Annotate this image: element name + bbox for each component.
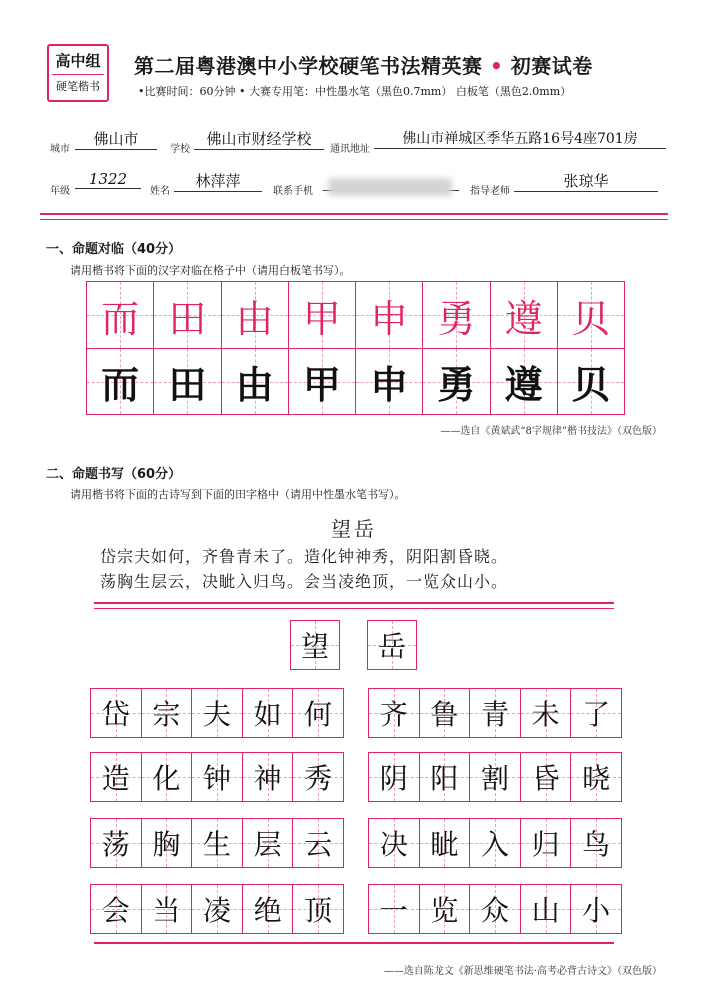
writing-cell	[368, 884, 420, 934]
copy-cell	[422, 348, 490, 415]
copy-cell-char: 甲	[302, 362, 341, 407]
writing-cell-char: 齐	[379, 698, 408, 731]
writing-cell	[570, 688, 622, 738]
copy-cell-char: 由	[235, 362, 274, 407]
writing-cell-char: 神	[253, 762, 282, 795]
copy-cell-char: 田	[168, 362, 207, 407]
section2-instruction: 请用楷书将下面的古诗写到下面的田字格中（请用中性墨水笔书写）。	[70, 488, 406, 501]
writing-cell-char: 览	[430, 894, 459, 927]
writing-cell	[419, 688, 471, 738]
teacher-field[interactable]: 张琼华	[514, 170, 658, 192]
city-field[interactable]: 佛山市	[75, 128, 157, 150]
section1-title: 一、命题对临（40分）	[46, 242, 182, 257]
title-tail: 初赛试卷	[510, 54, 593, 78]
section1-instruction: 请用楷书将下面的汉字对临在格子中（请用白板笔书写）。	[70, 264, 351, 277]
model-cell-char: 由	[235, 296, 274, 341]
writing-cell	[141, 688, 193, 738]
writing-cell	[368, 818, 420, 868]
writing-cell-char: 了	[582, 698, 611, 731]
writing-cell	[520, 688, 572, 738]
writing-cell-char: 昏	[531, 762, 560, 795]
writing-cell	[90, 884, 142, 934]
address-field[interactable]: 佛山市禅城区季华五路16号4座701房	[374, 128, 666, 149]
poem-line-2: 荡胸生层云，决眦入归鸟。会当凌绝顶，一览众山小。	[100, 572, 509, 591]
writing-cell	[191, 884, 243, 934]
writing-cell	[141, 884, 193, 934]
model-cell-char: 勇	[437, 296, 476, 341]
poem-title-cell-char: 岳	[377, 630, 406, 663]
model-cell	[422, 281, 490, 349]
model-cell	[557, 281, 625, 349]
name-label: 姓名	[150, 186, 170, 197]
writing-cell-char: 鸟	[582, 828, 611, 861]
city-label: 城市	[50, 144, 70, 155]
divider-poem	[94, 602, 614, 604]
writing-cell-char: 生	[202, 828, 231, 861]
model-cell	[355, 281, 423, 349]
writing-cell	[469, 752, 521, 802]
school-field[interactable]: 佛山市财经学校	[194, 128, 324, 150]
writing-cell	[520, 884, 572, 934]
writing-cell	[191, 688, 243, 738]
exam-rules: •比赛时间：60分钟 • 大赛专用笔：中性墨水笔（黑色0.7mm） 白板笔（黑色2.0mm）	[138, 85, 572, 98]
writing-cell	[419, 818, 471, 868]
writing-cell	[90, 688, 142, 738]
section2-title: 二、命题书写（60分）	[46, 467, 182, 482]
writing-cell-char: 决	[379, 828, 408, 861]
address-label: 通讯地址	[330, 144, 370, 155]
divider-top	[40, 213, 668, 215]
writing-cell-char: 一	[379, 894, 408, 927]
phone-label: 联系手机	[273, 186, 313, 197]
poem-line-1: 岱宗夫如何，齐鲁青未了。造化钟神秀，阴阳割昏晓。	[100, 547, 509, 566]
writing-cell-char: 云	[304, 828, 333, 861]
writing-cell-char: 入	[480, 828, 509, 861]
writing-cell	[469, 688, 521, 738]
writing-cell	[419, 884, 471, 934]
writing-cell-char: 何	[304, 698, 333, 731]
writing-cell	[292, 688, 344, 738]
copy-cell	[221, 348, 289, 415]
writing-cell-char: 胸	[152, 828, 181, 861]
writing-cell-char: 青	[480, 698, 509, 731]
writing-cell	[90, 818, 142, 868]
school-label: 学校	[170, 144, 190, 155]
copy-cell	[557, 348, 625, 415]
writing-cell	[292, 752, 344, 802]
copy-cell-char: 勇	[437, 362, 476, 407]
writing-cell	[292, 884, 344, 934]
copy-cell-char: 申	[370, 362, 409, 407]
writing-cell	[141, 818, 193, 868]
writing-cell-char: 未	[531, 698, 560, 731]
writing-cell-char: 众	[480, 894, 509, 927]
writing-cell-char: 晓	[582, 762, 611, 795]
writing-cell-char: 化	[152, 762, 181, 795]
model-cell	[490, 281, 558, 349]
poem-title-cell-char: 望	[300, 630, 329, 663]
writing-cell-char: 凌	[202, 894, 231, 927]
badge-category: 硬笔楷书	[56, 80, 100, 93]
page-title	[134, 50, 593, 79]
copy-cell	[86, 348, 154, 415]
writing-cell-char: 归	[531, 828, 560, 861]
writing-cell-char: 宗	[152, 698, 181, 731]
writing-cell-char: 夫	[202, 698, 231, 731]
model-cell-char: 而	[101, 296, 140, 341]
writing-cell	[368, 688, 420, 738]
writing-cell-char: 山	[531, 894, 560, 927]
model-cell-char: 贝	[571, 296, 610, 341]
writing-cell	[469, 884, 521, 934]
writing-cell-char: 会	[101, 894, 130, 927]
poem-title-cell	[290, 620, 340, 670]
writing-cell-char: 割	[480, 762, 509, 795]
section2-source: ——选自陈龙文《新思维硬笔书法·高考必背古诗文》（双色版）	[383, 966, 662, 977]
model-cell-char: 申	[370, 296, 409, 341]
model-cell	[86, 281, 154, 349]
writing-cell-char: 如	[253, 698, 282, 731]
writing-cell-char: 鲁	[430, 698, 459, 731]
writing-cell-char: 造	[101, 762, 130, 795]
copy-cell-char: 贝	[571, 362, 610, 407]
writing-cell	[90, 752, 142, 802]
divider-top-thin	[40, 219, 668, 220]
model-cell-char: 田	[168, 296, 207, 341]
group-badge	[47, 44, 109, 102]
title-separator: •	[489, 54, 504, 78]
writing-cell	[242, 884, 294, 934]
writing-cell	[191, 752, 243, 802]
writing-cell	[520, 818, 572, 868]
copy-cell	[288, 348, 356, 415]
copy-grid	[86, 281, 624, 415]
writing-cell-char: 绝	[253, 894, 282, 927]
poem-title-cell	[367, 620, 417, 670]
writing-cell-char: 秀	[304, 762, 333, 795]
writing-cell-char: 层	[253, 828, 282, 861]
writing-cell-char: 当	[152, 894, 181, 927]
copy-cell-char: 而	[101, 362, 140, 407]
writing-cell	[141, 752, 193, 802]
grade-field[interactable]: 1322	[75, 170, 141, 189]
model-cell-char: 甲	[302, 296, 341, 341]
writing-cell-char: 眦	[430, 828, 459, 861]
writing-cell	[242, 688, 294, 738]
section1-source: ——选自《黄斌武“8字规律”楷书技法》（双色版）	[440, 426, 662, 437]
writing-cell-char: 岱	[101, 698, 130, 731]
copy-cell	[153, 348, 221, 415]
badge-level: 高中组	[55, 52, 101, 70]
model-cell-char: 遵	[504, 296, 543, 341]
writing-cell	[469, 818, 521, 868]
writing-cell-char: 小	[582, 894, 611, 927]
poem-title: 望岳	[331, 517, 377, 541]
copy-cell	[355, 348, 423, 415]
model-cell	[153, 281, 221, 349]
teacher-label: 指导老师	[470, 186, 510, 197]
divider-bottom	[94, 942, 614, 944]
phone-redaction	[328, 178, 452, 196]
writing-cell-char: 阳	[430, 762, 459, 795]
name-field[interactable]: 林萍萍	[174, 170, 262, 192]
copy-cell	[490, 348, 558, 415]
writing-cell	[242, 818, 294, 868]
writing-cell-char: 阴	[379, 762, 408, 795]
writing-cell	[570, 752, 622, 802]
writing-cell	[520, 752, 572, 802]
writing-cell	[242, 752, 294, 802]
writing-cell	[570, 818, 622, 868]
writing-cell	[570, 884, 622, 934]
badge-divider	[52, 74, 104, 75]
writing-cell	[419, 752, 471, 802]
writing-cell-char: 顶	[304, 894, 333, 927]
writing-cell-char: 荡	[101, 828, 130, 861]
model-cell	[221, 281, 289, 349]
writing-cell	[368, 752, 420, 802]
grade-label: 年级	[50, 186, 70, 197]
copy-cell-char: 遵	[504, 362, 543, 407]
writing-cell	[292, 818, 344, 868]
title-main: 第二届粤港澳中小学校硬笔书法精英赛	[134, 54, 483, 78]
writing-cell-char: 钟	[202, 762, 231, 795]
divider-poem-thin	[94, 608, 614, 609]
writing-cell	[191, 818, 243, 868]
model-cell	[288, 281, 356, 349]
